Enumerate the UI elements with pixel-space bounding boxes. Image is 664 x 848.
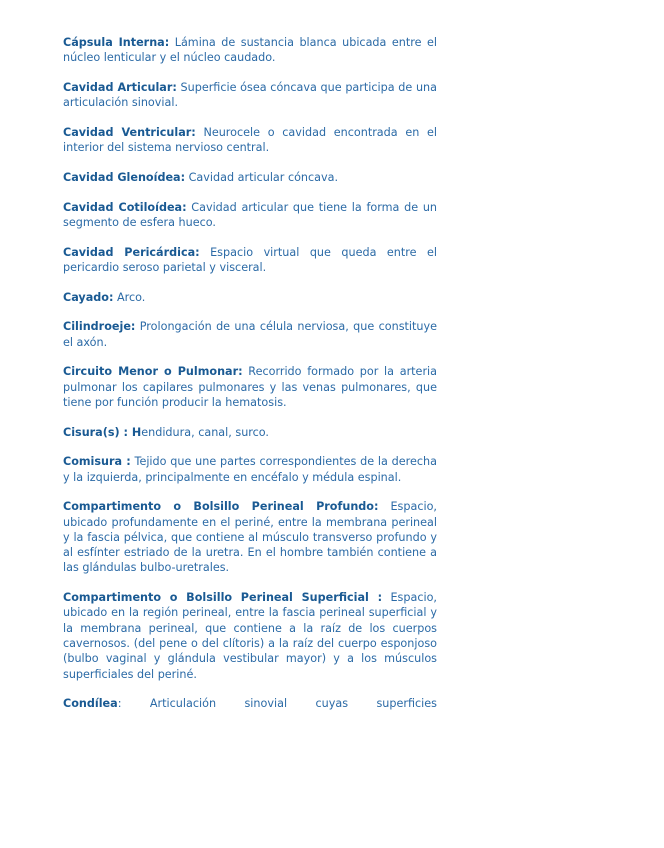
glossary-entry-cavidad-articular: [63, 80, 437, 111]
glossary-entry-compartimento-profundo: [63, 499, 437, 575]
glossary-term: Compartimento o Bolsillo Perineal Profundo:: [63, 500, 379, 514]
glossary-definition: Superficie ósea cóncava que participa de una articulación sinovial.: [63, 80, 438, 110]
glossary-term: Cavidad Glenoídea:: [63, 170, 186, 184]
glossary-definition: Cavidad articular que tiene la forma de un segmento de esfera hueco.: [63, 200, 437, 229]
glossary-term: Comisura :: [63, 455, 131, 469]
glossary-term: Cápsula Interna:: [63, 36, 170, 49]
glossary-definition: endidura, canal, surco.: [141, 425, 269, 439]
glossary-definition: Recorrido formado por la arteria pulmonar los capilares pulmonares y las venas pulmonares, que tiene por función producir la hematosis.: [63, 365, 438, 409]
glossary-definition: Cavidad articular cóncava.: [185, 170, 339, 184]
glossary-page: [63, 35, 437, 726]
glossary-entry-compartimento-superficial: [63, 590, 437, 682]
glossary-term: Cavidad Articular:: [63, 80, 177, 94]
glossary-entry-cavidad-cotiloidea: [63, 200, 437, 231]
glossary-definition: Espacio virtual que queda entre el pericardio seroso parietal y visceral.: [63, 245, 437, 274]
glossary-term: Cavidad Pericárdica:: [63, 245, 200, 259]
glossary-entry-comisura: [63, 454, 437, 485]
glossary-entry-cisura: [63, 425, 437, 440]
glossary-term: Compartimento o Bolsillo Perineal Superficial :: [63, 591, 383, 605]
glossary-term: Circuito Menor o Pulmonar:: [63, 365, 243, 379]
glossary-definition: Espacio, ubicado profundamente en el periné, entre la membrana perineal y la fascia pélvica, que contiene al músculo transverso profundo y al esfínter estriado de la uretra. En el hombre también contiene a las glándulas bulbo-uretrales.: [63, 500, 437, 575]
glossary-term: Cisura(s) : H: [63, 425, 142, 439]
glossary-term: Cayado:: [63, 290, 114, 304]
glossary-definition: Prolongación de una célula nerviosa, que constituye el axón.: [63, 320, 437, 349]
glossary-term: Condílea: [63, 697, 118, 711]
glossary-definition: Arco.: [113, 290, 146, 304]
glossary-entry-capsula-interna: [63, 35, 437, 66]
glossary-entry-cilindroeje: [63, 319, 437, 350]
glossary-entry-cavidad-pericardica: [63, 245, 437, 276]
glossary-entry-circuito-menor: [63, 364, 437, 410]
glossary-entry-cavidad-ventricular: [63, 125, 437, 156]
glossary-entry-condilea: [63, 696, 437, 711]
glossary-definition: Tejido que une partes correspondientes de la derecha y la izquierda, principalmente en encéfalo y médula espinal.: [63, 455, 437, 484]
glossary-term: Cilindroeje:: [63, 320, 136, 334]
glossary-definition: Espacio, ubicado en la región perineal, entre la fascia perineal superficial y la membrana perineal, que contiene a la raíz de los cuerpos cavernosos. (del pene o del clítoris) a la raíz del cuerpo esponjoso (bulbo vaginal y glándula vestibular mayor) y a los músculos superficiales del periné.: [63, 591, 437, 681]
glossary-term: Cavidad Cotiloídea:: [63, 200, 187, 214]
glossary-definition: : Articulación sinovial cuyas superficies: [117, 697, 437, 711]
glossary-entry-cayado: [63, 290, 437, 305]
glossary-definition: Lámina de sustancia blanca ubicada entre el núcleo lenticular y el núcleo caudado.: [63, 36, 437, 65]
glossary-definition: Neurocele o cavidad encontrada en el interior del sistema nervioso central.: [63, 125, 437, 155]
glossary-term: Cavidad Ventricular:: [63, 125, 196, 139]
glossary-entry-cavidad-glenoidea: [63, 170, 437, 185]
